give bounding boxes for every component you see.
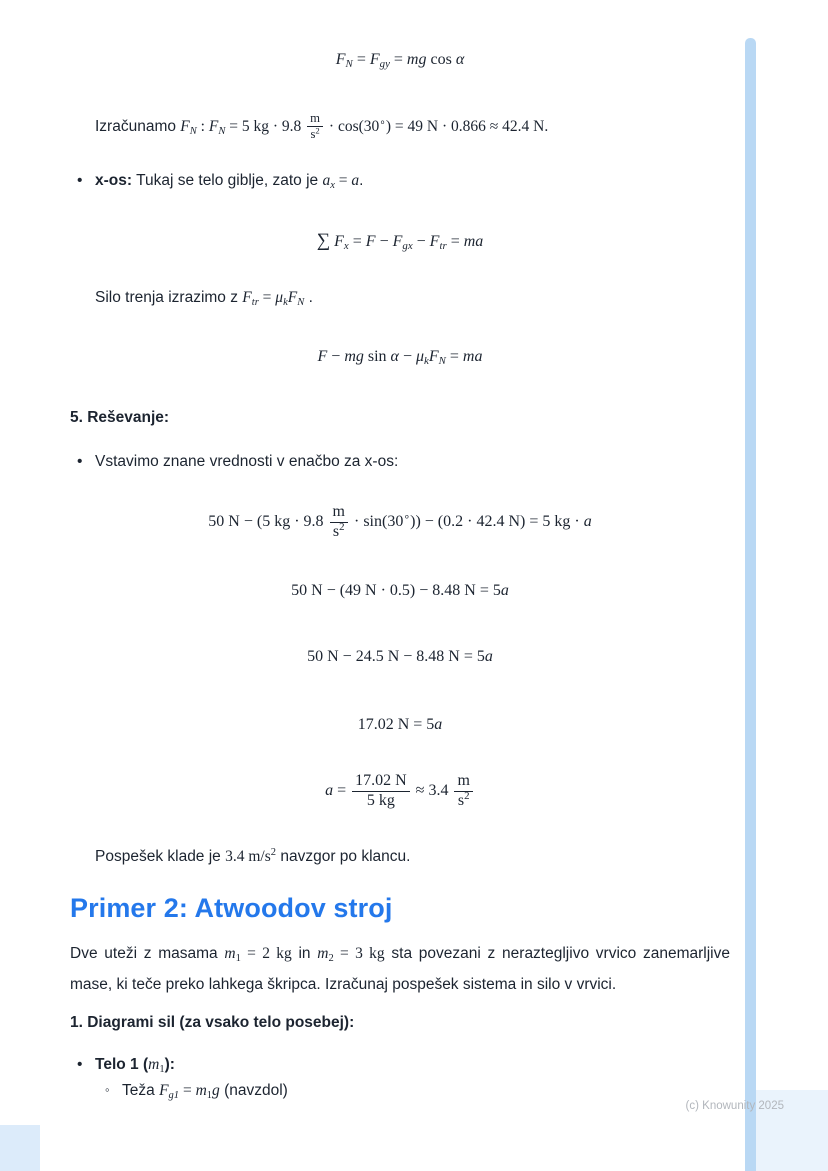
document-content — [70, 0, 730, 1102]
circle-bullet-icon: ◦ — [105, 1081, 110, 1097]
equation-step-4: 17.02 N = 5a — [357, 715, 443, 733]
heading-primer-2: Primer 2: Atwoodov stroj — [70, 893, 393, 924]
paragraph-atwood-setup: Dve uteži z masama $m_1 = 2$ kg in $m_2 = 3$ kg sta povezani z neraztegljivo vrvico zanemarljive mase, ki teče preko lahkega škripca. Izračunaj pospešek sistema in silo v vrvici. — [70, 945, 730, 994]
equation-substitution: 50 N − (5 kg · 9.8 $\frac{m}{s^2}$ · sin(30∘)) − (0.2 · 42.4 N) = 5 kg · a — [208, 503, 592, 541]
bullet-icon: • — [77, 1056, 83, 1074]
equation-step-2: 50 N − (49 N · 0.5) − 8.48 N = 5a — [291, 581, 509, 599]
subbullet-teza — [105, 1080, 730, 1102]
paragraph-friction-force: Silo trenja izrazimo z $F_{tr} = \mu_kF_N$ . — [95, 288, 313, 308]
page-edge-accent-bar — [745, 38, 756, 1171]
bullet-vstavimo — [77, 451, 730, 473]
subbullet-teza-text: Teža $F_{g1} = m_1g$ (navzdol) — [122, 1081, 288, 1101]
bullet-x-axis-text: x-os: Tukaj se telo giblje, zato je $a_x = a$. — [95, 171, 364, 191]
heading-resevanje: 5. Reševanje: — [70, 408, 170, 426]
bullet-vstavimo-text: Vstavimo znane vrednosti v enačbo za x-os: — [95, 452, 399, 470]
equation-sum-forces-x: ∑ $F_x = F - F_{gx} - F_{tr}$ = ma — [316, 230, 484, 253]
heading-diagrami-sil: 1. Diagrami sil (za vsako telo posebej): — [70, 1014, 355, 1032]
bullet-icon: • — [77, 452, 83, 470]
equation-normal-force: $F_N = F_{gy}$ = mg cos α — [335, 51, 465, 71]
corner-decoration-bottom-left — [0, 1125, 40, 1171]
equation-step-3: 50 N − 24.5 N − 8.48 N = 5a — [307, 647, 493, 665]
paragraph-result: Pospešek klade je 3.4 $m/s^2$ navzgor po klancu. — [95, 846, 411, 865]
paragraph-compute-fn: Izračunamo $F_N$ : $F_N = 5$ kg · 9.8 $\frac{m}{s^2}$ · cos(30∘) = 49 N · 0.866 ≈ 42.4 N. — [95, 111, 549, 142]
equation-newton-x-axis: F − mg $\sin \alpha - \mu_kF_N$ = ma — [317, 347, 483, 367]
bullet-telo-1 — [77, 1054, 730, 1076]
equation-acceleration-result: a = $\frac{17.02 N}{5 kg}$ ≈ 3.4 $\frac{m}{s^2}$ — [70, 773, 730, 810]
footer-watermark: (c) Knowunity 2025 — [685, 1100, 784, 1112]
bullet-icon: • — [77, 171, 83, 189]
bullet-x-axis — [77, 170, 730, 192]
bullet-telo-1-text: Telo 1 $(m_1)$: — [95, 1056, 175, 1076]
